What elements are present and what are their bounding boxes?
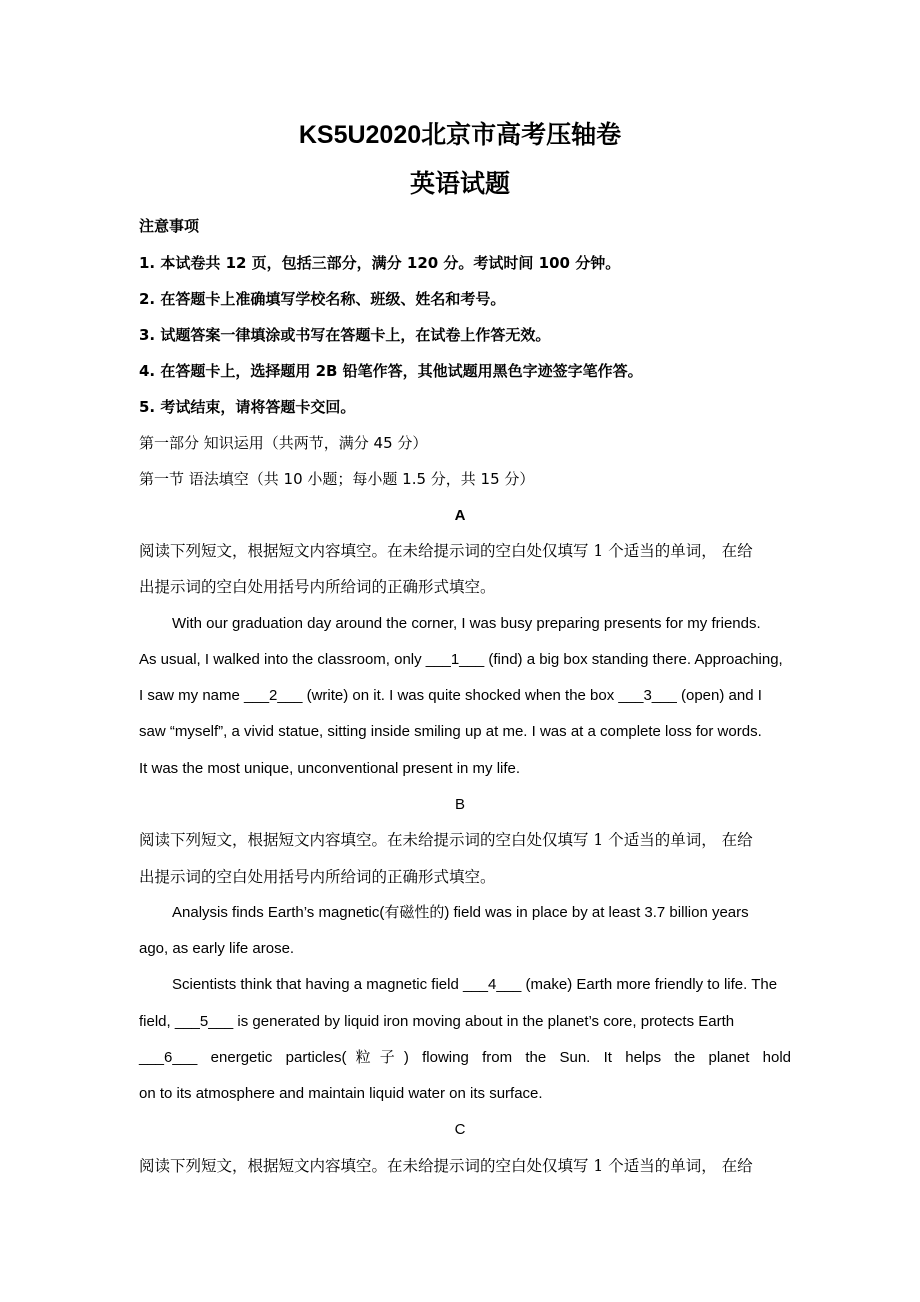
passage-label-a: A [454, 507, 466, 524]
notice-item: 1. 本试卷共 12 页，包括三部分，满分 120 分。考试时间 100 分钟。 [139, 254, 621, 272]
passage-instruction: 出提示词的空白处用括号内所给词的正确形式填空。 [139, 578, 496, 596]
notice-item: 4. 在答题卡上，选择题用 2B 铅笔作答，其他试题用黑色字迹签字笔作答。 [139, 362, 643, 380]
passage-line: ago, as early life arose. [139, 940, 295, 957]
passage-line: I saw my name ___2___ (write) on it. I was quite shocked when the box ___3___ (open) and I [139, 687, 762, 704]
passage-instruction: 出提示词的空白处用括号内所给词的正确形式填空。 [139, 868, 496, 886]
part1-heading: 第一部分 知识运用（共两节，满分 45 分） [139, 434, 428, 452]
notice-heading: 注意事项 [139, 217, 200, 235]
passage-line: on to its atmosphere and maintain liquid water on its surface. [139, 1085, 543, 1102]
passage-label-b: B [454, 796, 465, 813]
passage-line: saw “myself”, a vivid statue, sitting inside smiling up at me. I was at a complete loss for words. [139, 723, 762, 740]
passage-line: With our graduation day around the corner, I was busy preparing presents for my friends. [172, 615, 761, 632]
passage-instruction: 阅读下列短文，根据短文内容填空。在未给提示词的空白处仅填写 1 个适当的单词， 在给 [139, 542, 753, 560]
passage-line: ___6___ energetic particles(粒子) flowing from the Sun. It helps the planet hold [139, 1049, 791, 1066]
section1-heading: 第一节 语法填空（共 10 小题；每小题 1.5 分，共 15 分） [139, 470, 535, 488]
notice-item: 2. 在答题卡上准确填写学校名称、班级、姓名和考号。 [139, 290, 506, 308]
document-subtitle: 英语试题 [409, 170, 510, 198]
notice-item: 5. 考试结束，请将答题卡交回。 [139, 398, 356, 416]
document-title: KS5U2020北京市高考压轴卷 [298, 121, 622, 149]
passage-label-c: C [454, 1121, 466, 1138]
passage-line: It was the most unique, unconventional present in my life. [139, 760, 521, 777]
passage-line: field, ___5___ is generated by liquid iron moving about in the planet’s core, protects Earth [139, 1013, 735, 1030]
passage-line: Analysis finds Earth’s magnetic(有磁性的) field was in place by at least 3.7 billion years [172, 904, 749, 921]
passage-instruction: 阅读下列短文，根据短文内容填空。在未给提示词的空白处仅填写 1 个适当的单词， 在给 [139, 831, 753, 849]
notice-item: 3. 试题答案一律填涂或书写在答题卡上，在试卷上作答无效。 [139, 326, 551, 344]
passage-line: Scientists think that having a magnetic field ___4___ (make) Earth more friendly to life. The [172, 976, 778, 993]
passage-line: As usual, I walked into the classroom, only ___1___ (find) a big box standing there. Approaching, [139, 651, 783, 668]
passage-instruction: 阅读下列短文，根据短文内容填空。在未给提示词的空白处仅填写 1 个适当的单词， 在给 [139, 1157, 753, 1175]
